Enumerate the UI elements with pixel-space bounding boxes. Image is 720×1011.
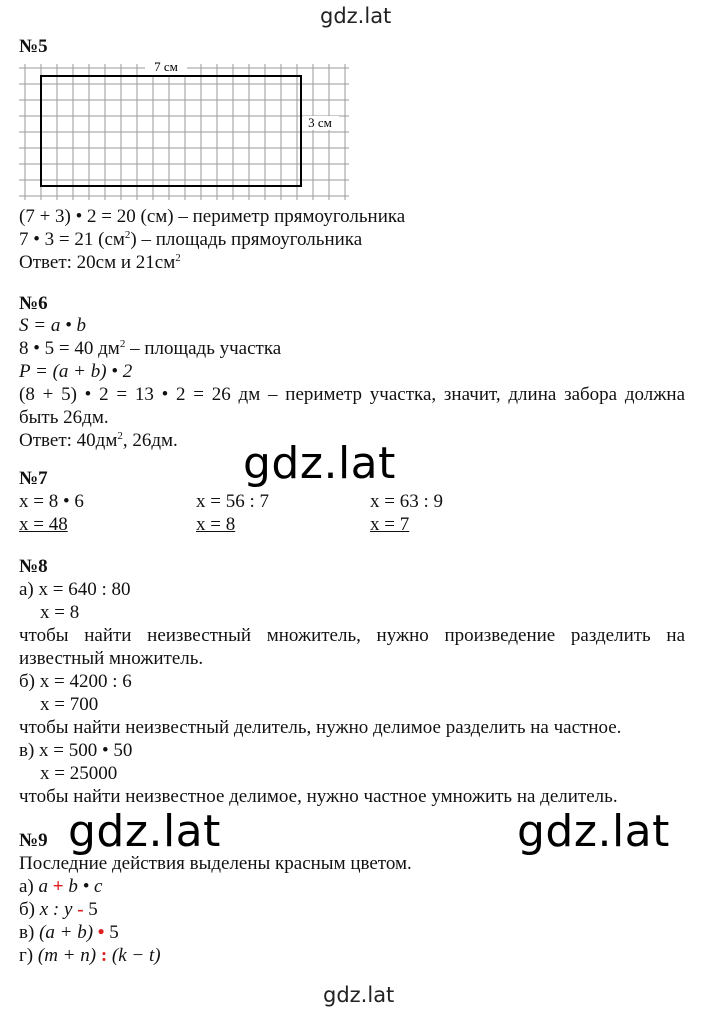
watermark-right: gdz.lat	[517, 806, 670, 857]
task9-title: №9	[19, 830, 48, 851]
task8-title: №8	[19, 556, 48, 577]
red-operator: -	[77, 899, 84, 920]
task7-col3-ans: x = 7	[370, 514, 410, 535]
task8-b-rule: чтобы найти неизвестный делитель, нужно делимое разделить на частное.	[19, 717, 622, 738]
task6-line4: (8 + 5) • 2 = 13 • 2 = 26 дм – периметр участка, значит, длина забора должна	[19, 384, 685, 405]
task6-formula-perimeter: P = (a + b) • 2	[19, 361, 133, 382]
task8-a-eq: а) x = 640 : 80	[19, 579, 131, 600]
task5-line1: (7 + 3) • 2 = 20 (см) – периметр прямоугольника	[19, 206, 406, 227]
height-label: 3 см	[308, 115, 332, 130]
watermark-mid: gdz.lat	[243, 438, 396, 489]
task9-item-a: а) a + b • c	[19, 876, 103, 897]
watermark-left: gdz.lat	[68, 806, 221, 857]
task9-intro: Последние действия выделены красным цветом.	[19, 853, 412, 874]
task7-col2-eq: x = 56 : 7	[196, 491, 269, 512]
red-operator: •	[97, 922, 105, 943]
task9-item-d: г) (m + n) : (k − t)	[19, 945, 161, 966]
task8-c-ans: x = 25000	[40, 763, 118, 784]
task8-b-ans: x = 700	[40, 694, 99, 715]
task6-formula-area: S = a • b	[19, 315, 86, 336]
task8-b-eq: б) x = 4200 : 6	[19, 671, 132, 692]
grid-lines	[19, 64, 349, 200]
task7-col2-ans: x = 8	[196, 514, 236, 535]
task5-line2: 7 • 3 = 21 $(см^2)$ – площадь прямоугольника	[19, 229, 363, 250]
task8-c-eq: в) x = 500 • 50	[19, 740, 133, 761]
task9-item-b: б) x : y - 5	[19, 899, 98, 920]
task5-answer: Ответ: 20см и $21см^2$	[19, 252, 181, 273]
task6-line5: быть 26дм.	[19, 407, 109, 428]
task8-a-rule-cont: известный множитель.	[19, 648, 204, 669]
watermark-bottom: gdz.lat	[323, 983, 395, 1007]
red-operator: :	[100, 945, 108, 966]
task7-col1-ans: x = 48	[19, 514, 68, 535]
task6-line2: 8 • 5 = 40 $дм^2$ – площадь участка	[19, 338, 282, 359]
task8-a-rule: чтобы найти неизвестный множитель, нужно произведение разделить на	[19, 625, 685, 646]
task5-title: №5	[19, 36, 48, 57]
rectangle-grid-figure	[19, 56, 349, 200]
rectangle-shape	[41, 76, 301, 186]
task7-title: №7	[19, 468, 48, 489]
width-label: 7 см	[154, 59, 178, 74]
task8-c-rule: чтобы найти неизвестное делимое, нужно частное умножить на делитель.	[19, 786, 618, 807]
red-operator: +	[52, 876, 64, 897]
task7-col1-eq: x = 8 • 6	[19, 491, 84, 512]
task7-col3-eq: x = 63 : 9	[370, 491, 443, 512]
watermark-top: gdz.lat	[320, 4, 392, 28]
grid-svg	[19, 56, 349, 200]
task6-answer: Ответ: $40дм^2$, 26дм.	[19, 430, 178, 451]
task6-title: №6	[19, 293, 48, 314]
task9-item-c: в) (a + b) • 5	[19, 922, 119, 943]
task8-a-ans: x = 8	[40, 602, 80, 623]
